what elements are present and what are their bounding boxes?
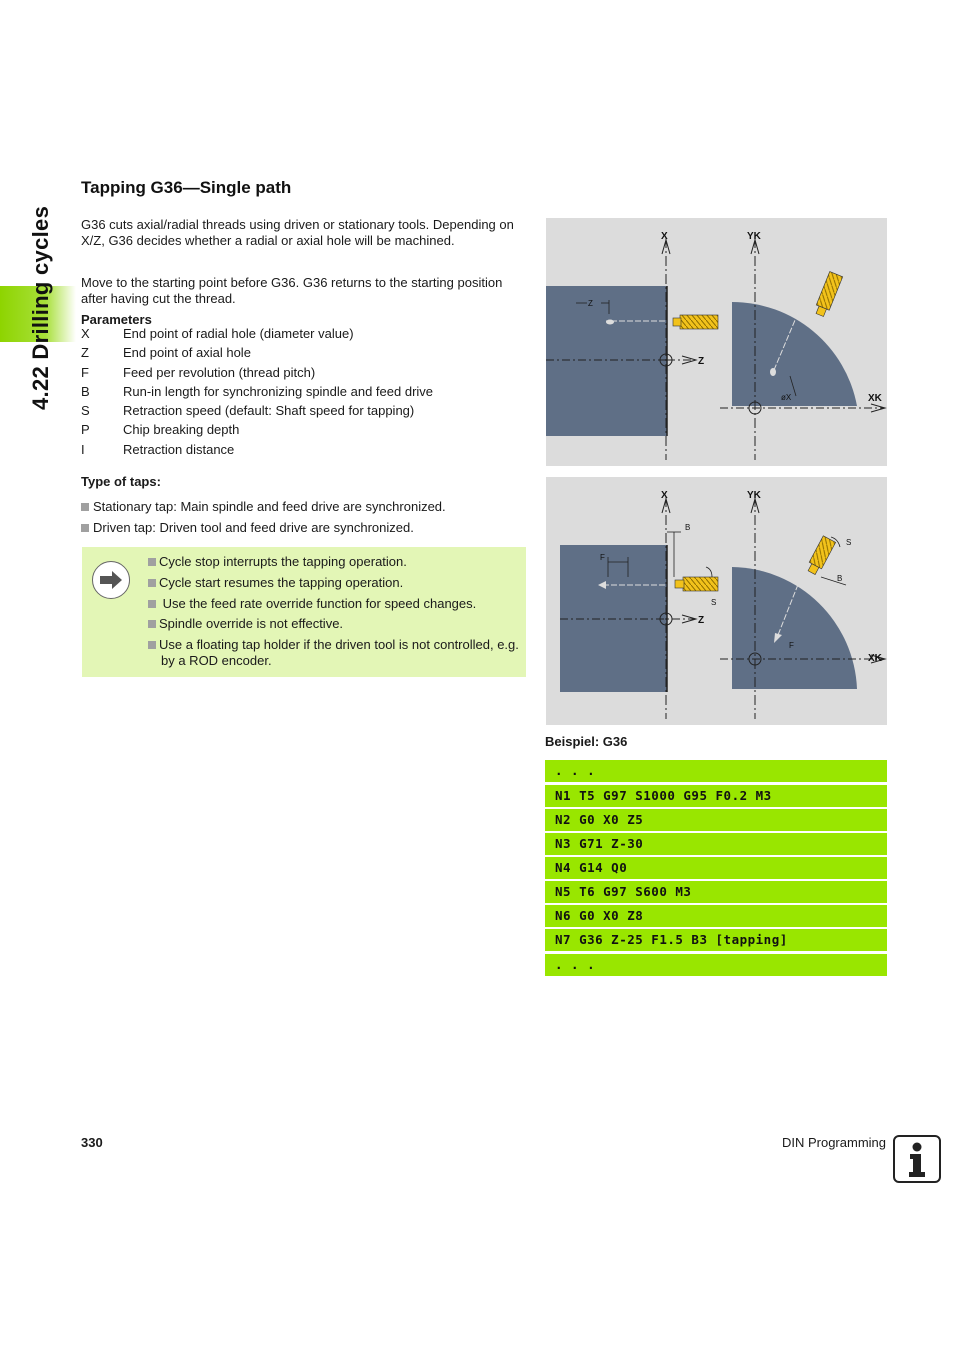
- figure-1-drawing: [546, 218, 887, 466]
- intro-paragraph-1: G36 cuts axial/radial threads using driven or stationary tools. Depending on X/Z, G36 decides whether a radial or axial hole will be machined.: [81, 217, 514, 248]
- parameter-desc: Run-in length for synchronizing spindle and feed drive: [123, 384, 434, 399]
- axis-label-x: X: [661, 490, 668, 501]
- page-number: 330: [81, 1135, 103, 1150]
- dimension-label-s: S: [711, 598, 717, 607]
- code-line: N6 G0 X0 Z8: [545, 905, 887, 927]
- figure-tapping-axes: [546, 218, 887, 466]
- bullet-square-icon: [148, 600, 156, 608]
- code-line: . . .: [545, 760, 887, 782]
- note-item: Spindle override is not effective.: [148, 616, 520, 632]
- example-caption: Beispiel: G36: [545, 734, 628, 749]
- chapter-tab-label: 4.22 Drilling cycles: [28, 205, 53, 410]
- note-item: Cycle stop interrupts the tapping operation.: [148, 554, 520, 570]
- tap-type-item: Driven tap: Driven tool and feed drive are synchronized.: [81, 520, 414, 536]
- parameter-row: [81, 442, 234, 458]
- parameter-key: I: [81, 442, 85, 457]
- footer-section-title: DIN Programming: [781, 1135, 886, 1150]
- parameter-key: F: [81, 365, 89, 380]
- bullet-square-icon: [148, 558, 156, 566]
- bullet-square-icon: [148, 620, 156, 628]
- parameter-key: X: [81, 326, 90, 341]
- bullet-square-icon: [81, 524, 89, 532]
- code-line: N1 T5 G97 S1000 G95 F0.2 M3: [545, 785, 887, 807]
- dimension-label-b: B: [685, 523, 691, 532]
- parameter-desc: Feed per revolution (thread pitch): [123, 365, 316, 380]
- code-line: N7 G36 Z-25 F1.5 B3 [tapping]: [545, 929, 887, 951]
- taps-title: Type of taps:: [81, 474, 161, 489]
- axis-label-xk: XK: [868, 653, 882, 664]
- code-line: N2 G0 X0 Z5: [545, 809, 887, 831]
- code-line: N5 T6 G97 S600 M3: [545, 881, 887, 903]
- chapter-side-tab: [0, 178, 76, 598]
- code-line: . . .: [545, 954, 887, 976]
- dimension-label-diameter: øX: [781, 393, 792, 402]
- parameter-row: [81, 365, 315, 381]
- note-item: Cycle start resumes the tapping operation.: [148, 575, 520, 591]
- parameter-row: [81, 326, 354, 342]
- parameters-title: Parameters: [81, 312, 152, 327]
- dimension-label-s: S: [846, 538, 852, 547]
- section-heading: Tapping G36—Single path: [81, 178, 292, 197]
- axis-label-yk: YK: [747, 490, 761, 501]
- note-item: Use the feed rate override function for speed changes.: [148, 596, 520, 612]
- axis-label-yk: YK: [747, 231, 761, 242]
- tap-type-item: Stationary tap: Main spindle and feed drive are synchronized.: [81, 499, 446, 515]
- parameter-row: [81, 403, 414, 419]
- parameter-desc: End point of radial hole (diameter value): [123, 326, 354, 341]
- parameter-key: S: [81, 403, 90, 418]
- axis-label-x: X: [661, 231, 668, 242]
- dimension-label-f: F: [789, 641, 794, 650]
- axis-label-z: Z: [698, 615, 705, 626]
- figure-2-drawing: [546, 477, 887, 725]
- dimension-label-b: B: [837, 574, 843, 583]
- bullet-square-icon: [148, 579, 156, 587]
- figure-tapping-parameters: [546, 477, 887, 725]
- code-line: N3 G71 Z-30: [545, 833, 887, 855]
- parameter-desc: Retraction speed (default: Shaft speed for tapping): [123, 403, 415, 418]
- axis-label-xk: XK: [868, 393, 882, 404]
- code-line: N4 G14 Q0: [545, 857, 887, 879]
- info-icon: [893, 1135, 941, 1183]
- parameter-key: P: [81, 422, 90, 437]
- bullet-square-icon: [148, 641, 156, 649]
- bullet-square-icon: [81, 503, 89, 511]
- arrow-right-icon: [92, 561, 130, 599]
- parameter-key: B: [81, 384, 90, 399]
- parameter-key: Z: [81, 345, 89, 360]
- parameter-desc: Chip breaking depth: [123, 422, 240, 437]
- parameter-desc: Retraction distance: [123, 442, 235, 457]
- parameter-row: [81, 345, 251, 361]
- intro-paragraph-2: Move to the starting point before G36. G36 returns to the starting position after having cut the thread.: [81, 275, 503, 306]
- axis-label-z: Z: [698, 356, 705, 367]
- parameter-row: [81, 422, 239, 438]
- note-box: [82, 547, 526, 677]
- parameter-desc: End point of axial hole: [123, 345, 251, 360]
- parameter-row: [81, 384, 433, 400]
- note-item: Use a floating tap holder if the driven tool is not controlled, e.g. by a ROD encoder.: [148, 637, 533, 669]
- dimension-label-f: F: [600, 553, 605, 562]
- dimension-label-z: Z: [588, 299, 593, 308]
